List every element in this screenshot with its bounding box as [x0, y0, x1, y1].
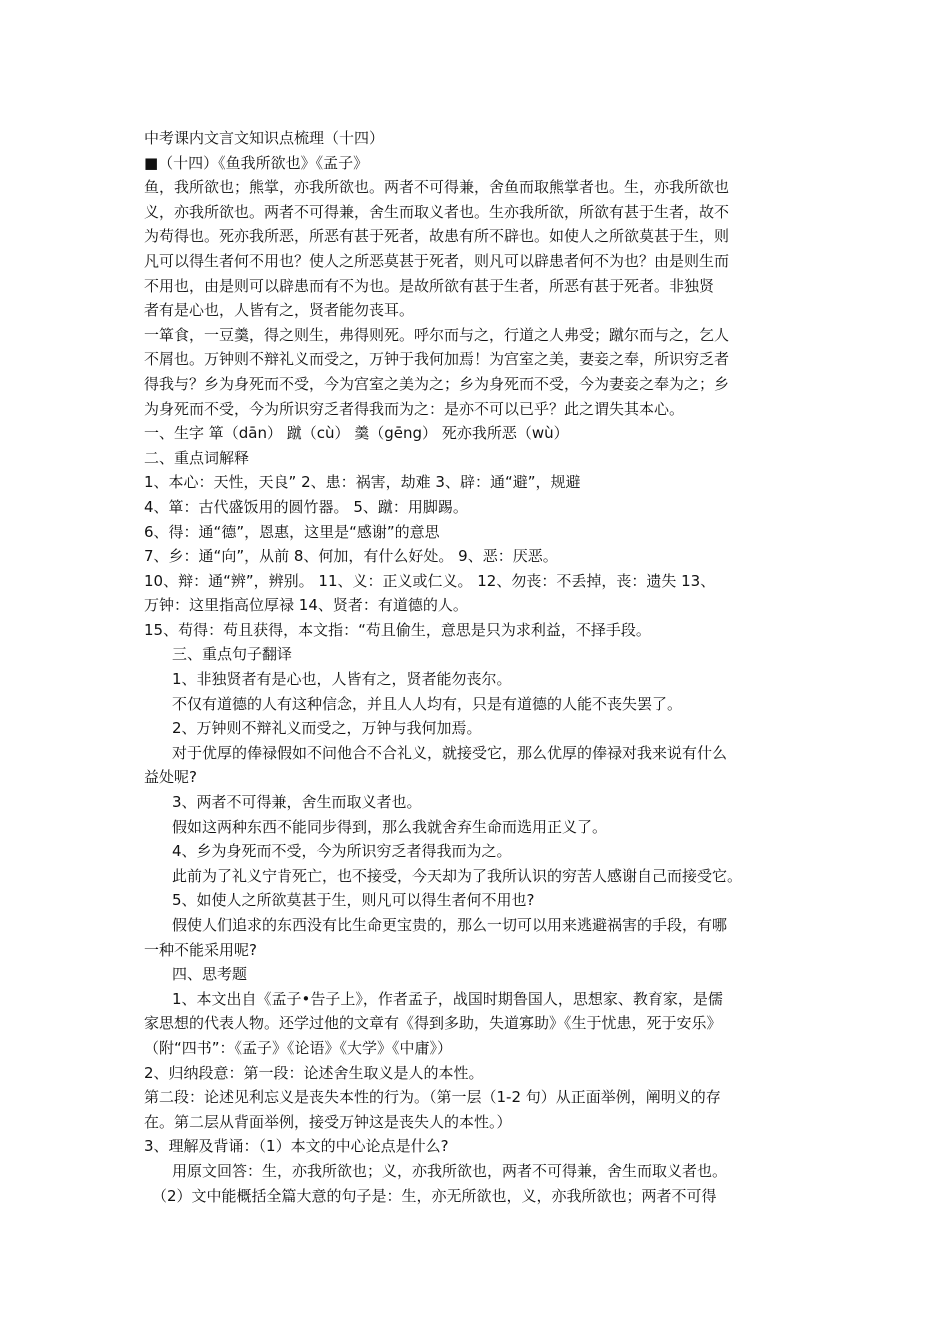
text-line: 第二段：论述见利忘义是丧失本性的行为。（第一层（1-2 句）从正面举例，阐明义的存 [144, 1088, 721, 1107]
text-line: 对于优厚的俸禄假如不问他合不合礼义，就接受它，那么优厚的俸禄对我来说有什么 [172, 743, 728, 762]
text-line: 在。第二层从背面举例，接受万钟这是丧失人的本性。） [144, 1112, 512, 1131]
text-line: （附“四书”：《孟子》《论语》《大学》《中庸》） [144, 1038, 453, 1057]
text-line: 2、万钟则不辩礼义而受之，万钟与我何加焉。 [172, 719, 482, 738]
text-line: 二、重点词解释 [144, 448, 250, 467]
text-line: 四、思考题 [172, 965, 248, 984]
text-line: 3、两者不可得兼，舍生而取义者也。 [172, 793, 422, 812]
text-line: 者有是心也，人皆有之，贤者能勿丧耳。 [144, 301, 415, 320]
text-line: 一箪食，一豆羹，得之则生，弗得则死。呼尔而与之，行道之人弗受；蹴尔而与之，乞人 [144, 325, 730, 344]
text-line: 假使人们追求的东西没有比生命更宝贵的，那么一切可以用来逃避祸害的手段，有哪 [172, 916, 728, 934]
text-line: 一种不能采用呢? [144, 940, 257, 959]
text-line: 不用也，由是则可以辟患而有不为也。是故所欲有甚于生者，所恶有甚于死者。非独贤 [144, 276, 715, 295]
text-line: 5、如使人之所欲莫甚于生，则凡可以得生者何不用也? [172, 891, 535, 910]
text-line: 1、本心：天性，天良” 2、患：祸害，劫难 3、辟：通“避”，规避 [144, 473, 581, 492]
text-line: 一、生字 箪（dān） 蹴（cù） 羹（gēng） 死亦我所恶（wù） [144, 424, 569, 443]
text-line: 益处呢? [144, 768, 197, 787]
text-line: 为身死而不受，今为所识穷乏者得我而为之：是亦不可以已乎？此之谓失其本心。 [144, 399, 685, 418]
text-line: 万钟：这里指高位厚禄 14、贤者：有道德的人。 [144, 596, 468, 615]
text-line: 凡可以得生者何不用也？使人之所恶莫甚于死者，则凡可以辟患者何不为也？由是则生而 [144, 251, 730, 270]
text-line: 6、得：通“德”，恩惠，这里是“感谢”的意思 [144, 522, 440, 541]
text-line: 家思想的代表人物。还学过他的文章有《得到多助，失道寡助》《生于忧患，死于安乐》 [144, 1014, 722, 1033]
document-page [144, 126, 810, 1208]
document-title: 中考课内文言文知识点梳理（十四） [144, 129, 385, 147]
text-line: 15、苟得：苟且获得，本文指：“苟且偷生，意思是只为求利益，不择手段。 [144, 620, 651, 639]
text-line: 义，亦我所欲也。两者不可得兼，舍生而取义者也。生亦我所欲，所欲有甚于生者，故不 [144, 202, 730, 221]
text-line: 不屑也。万钟则不辩礼义而受之，万钟于我何加焉！为宫室之美，妻妾之奉，所识穷乏者 [144, 350, 730, 369]
text-line: 10、辩：通“辨”，辨别。 11、义：正义或仁义。 12、勿丧：不丢掉，丧：遗失 13、 [144, 571, 716, 590]
text-line: （2）文中能概括全篇大意的句子是：生，亦无所欲也，义，亦我所欲也；两者不可得 [152, 1186, 717, 1205]
text-line: 得我与？乡为身死而不受，今为宫室之美为之；乡为身死而不受，今为妻妾之奉为之；乡 [144, 374, 730, 393]
text-line: 7、乡：通“向”，从前 8、何加，有什么好处。 9、恶：厌恶。 [144, 547, 558, 566]
text-line: 三、重点句子翻译 [172, 645, 293, 664]
text-line: 1、本文出自《孟子•告子上》，作者孟子，战国时期鲁国人，思想家、教育家，是儒 [172, 989, 723, 1008]
text-line: 鱼，我所欲也；熊掌，亦我所欲也。两者不可得兼，舍鱼而取熊掌者也。生，亦我所欲也 [144, 178, 730, 197]
text-line: 3、理解及背诵：（1）本文的中心论点是什么? [144, 1137, 449, 1156]
section-header: ■（十四）《鱼我所欲也》《孟子》 [144, 153, 369, 172]
text-line: 此前为了礼义宁肯死亡，也不接受，今天却为了我所认识的穷苦人感谢自己而接受它。 [172, 866, 743, 885]
text-line: 假如这两种东西不能同步得到，那么我就舍弃生命而选用正义了。 [172, 817, 608, 836]
text-line: 不仅有道德的人有这种信念，并且人人均有，只是有道德的人能不丧失罢了。 [172, 694, 683, 713]
text-line: 2、归纳段意：第一段：论述舍生取义是人的本性。 [144, 1063, 484, 1082]
text-line: 4、箪：古代盛饭用的圆竹器。 5、蹴：用脚踢。 [144, 497, 468, 516]
text-line: 为苟得也。死亦我所恶，所恶有甚于死者，故患有所不辟也。如使人之所欲莫甚于生，则 [144, 227, 730, 246]
text-line: 1、非独贤者有是心也，人皆有之，贤者能勿丧尔。 [172, 670, 512, 689]
text-line: 4、乡为身死而不受，今为所识穷乏者得我而为之。 [172, 842, 512, 861]
text-line: 用原文回答：生，亦我所欲也；义，亦我所欲也，两者不可得兼，舍生而取义者也。 [172, 1161, 728, 1180]
